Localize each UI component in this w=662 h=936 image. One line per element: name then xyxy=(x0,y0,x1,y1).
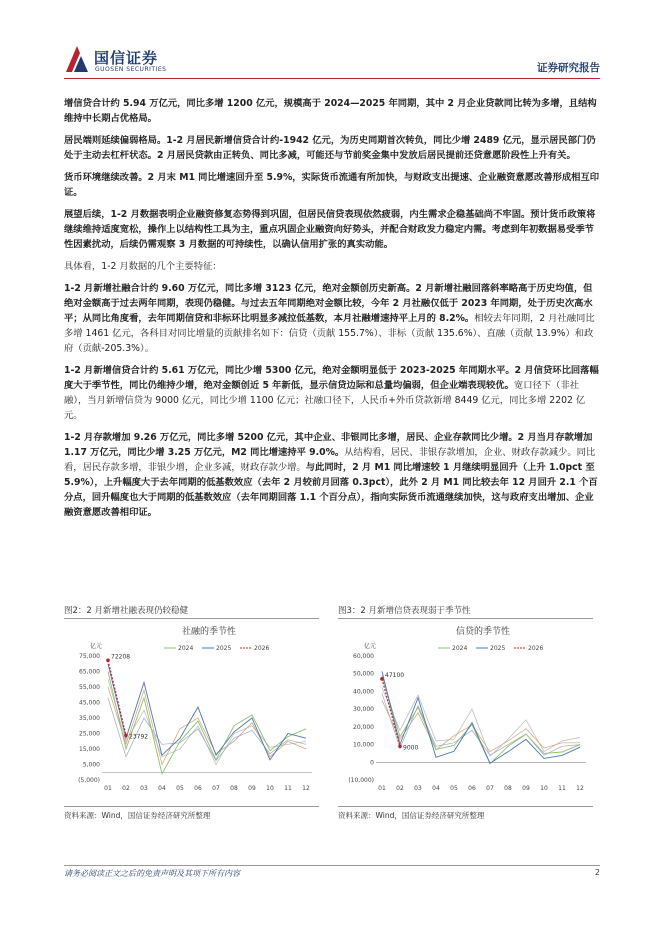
y-tick-label: 40,000 xyxy=(353,688,374,696)
y-tick-label: 30,000 xyxy=(353,706,374,714)
y-axis-unit: 亿元 xyxy=(90,643,103,650)
x-tick-label: 05 xyxy=(450,785,458,792)
figure-2-chart xyxy=(64,622,319,802)
x-tick-label: 02 xyxy=(396,785,404,792)
chart-title: 信贷的季节性 xyxy=(455,627,511,637)
x-tick-label: 03 xyxy=(414,785,422,792)
y-tick-label: (10,000) xyxy=(348,777,374,784)
paragraph-4: 展望后续，1-2 月数据表明企业融资修复态势得到巩固，但居民信贷表现依然疲弱，内生需求企稳基础尚不牢固。预计货币政策将继续维持适度宽松，操作上以结构性工具为主，重点巩固企业融资向好势头，并配合财政发力稳定内需。考虑到年初数据易受季节性因素扰动，后续仍需观察 3 月数据的可持续性，以确认信用扩张的真实动能。 xyxy=(64,209,596,250)
data-label: 23792 xyxy=(129,733,149,741)
x-tick-label: 10 xyxy=(540,785,548,792)
x-tick-label: 06 xyxy=(194,785,202,792)
paragraph-6-rest: 相较去年同期，2 月社融同比多增 1461 亿元，各科目对同比增量的贡献排名如下：信贷（贡献 155.7%）、非标（贡献 135.6%）、直融（贡献 13.9%）和政府（贡献-205.3%）。 xyxy=(64,313,595,354)
figure-3-source: 资料来源：Wind，国信证券经济研究所整理 xyxy=(338,811,485,820)
x-tick-label: 08 xyxy=(504,785,512,792)
x-tick-label: 04 xyxy=(158,785,166,792)
x-tick-label: 12 xyxy=(576,785,584,792)
header-divider xyxy=(64,78,600,79)
y-tick-label: 0 xyxy=(370,759,374,767)
x-tick-label: 01 xyxy=(104,785,112,792)
figure-2-source: 资料来源：Wind，国信证券经济研究所整理 xyxy=(64,811,211,820)
y-tick-label: 10,000 xyxy=(353,741,374,749)
figure-3-source-divider xyxy=(338,806,593,807)
x-tick-label: 03 xyxy=(140,785,148,792)
logo-text-cn: 国信证券 xyxy=(94,49,159,67)
data-label: 72208 xyxy=(111,653,131,661)
series-line-2026 xyxy=(382,679,400,746)
x-tick-label: 04 xyxy=(432,785,440,792)
x-tick-label: 08 xyxy=(230,785,238,792)
x-tick-label: 02 xyxy=(122,785,130,792)
x-tick-label: 10 xyxy=(266,785,274,792)
y-tick-label: 60,000 xyxy=(353,653,374,660)
x-tick-label: 05 xyxy=(176,785,184,792)
guosen-logo-icon xyxy=(64,44,90,74)
history-series-line xyxy=(108,687,306,765)
series-point-2026 xyxy=(124,734,128,738)
y-axis-unit: 亿元 xyxy=(364,643,377,650)
y-tick-label: 65,000 xyxy=(79,668,100,676)
x-tick-label: 01 xyxy=(378,785,386,792)
series-point-2026 xyxy=(106,659,110,663)
paragraph-6-bold: 1-2 月新增社融合计约 9.60 万亿元，同比多增 3123 亿元，绝对金额创历史新高。2 月新增社融回落斜率略高于历史均值，但绝对金额高于过去两年同期，表现仍稳健。与过去五年同期绝对金额比较，今年 2 月社融仅低于 2023 年同期，处于历史次高水平；从同比角度看，去年同期信贷和非标环比明显多减拉低基数，本月社融增速持平上月的 8.2%。 xyxy=(64,283,593,324)
paragraph-8-bold-1: 1-2 月存款增加 9.26 万亿元，同比多增 5200 亿元，其中企业、非银同比多增，居民、企业存款同比少增。2 月当月存款增加 1.17 万亿元，同比少增 3.25 万亿元，M2 同比增速持平 9.0%。 xyxy=(64,432,593,458)
series-line-2024 xyxy=(108,672,306,774)
figure-2-source-divider xyxy=(64,806,319,807)
figures xyxy=(64,604,600,824)
x-tick-label: 07 xyxy=(486,785,494,792)
series-point-2026 xyxy=(398,745,402,749)
x-tick-label: 11 xyxy=(284,785,292,792)
x-tick-label: 12 xyxy=(302,785,310,792)
report-type: 证券研究报告 xyxy=(537,62,600,74)
paragraph-1: 增信贷合计约 5.94 万亿元，同比多增 1200 亿元，规模高于 2024—2025 年同期，其中 2 月企业贷款同比转为多增，且结构维持中长期占优格局。 xyxy=(64,98,597,124)
y-tick-label: 5,000 xyxy=(82,761,100,769)
body-text xyxy=(64,96,600,527)
y-tick-label: 35,000 xyxy=(79,715,100,722)
paragraph-3: 货币环境继续改善。2 月末 M1 同比增速回升至 5.9%，实际货币流通有所加快，与财政支出提速、企业融资意愿改善形成相互印证。 xyxy=(64,172,600,198)
paragraph-8-bold-2: 与此同时，2 月 M1 同比增速较 1 月继续明显回升（上升 1.0pct 至 5.9%）， xyxy=(64,462,595,488)
paragraph-8-rest-1: 从结构看，居民、非银存款增加，企业、财政存款减少。同比看，居民存款多增，非银少增，企业多减，财政存款少增。 xyxy=(64,447,596,473)
chart-title: 社融的季节性 xyxy=(181,627,237,637)
paragraph-8-rest-2: 上升幅度大于去年同期的低基数效应（去年 2 月较前月回落 0.3pct），此外 2 月 M1 同比较去年 12 月回升 2.1 个百分点，回升幅度也大于同期的低基数效应（去年同期回落 1.1 个百分点），指向实际货币流通继续加快，这与政府支出增加、企业融资意愿改善相印证。 xyxy=(64,477,598,518)
figure-2-caption: 图2：2 月新增社融表现仍较稳健 xyxy=(64,604,319,619)
legend-label-2026: 2026 xyxy=(254,645,270,652)
paragraph-7-bold: 1-2 月新增信贷合计约 5.61 万亿元，同比少增 5300 亿元，绝对金额明显低于 2023-2025 年同期水平。2 月信贷环比回落幅度大于季节性，同比仍维持少增，绝对金额创近 5 年新低，显示信贷边际和总量均偏弱，但企业端表现较优。 xyxy=(64,365,599,391)
y-tick-label: 75,000 xyxy=(79,653,100,660)
paragraph-6 xyxy=(64,281,600,356)
page-number: 2 xyxy=(594,868,600,877)
figure-2 xyxy=(64,604,319,820)
paragraph-7-rest: 宽口径下（非社融），当月新增信贷为 9000 亿元，同比少增 1100 亿元；社融口径下，人民币+外币贷款新增 8449 亿元，同比多增 2202 亿元。 xyxy=(64,380,586,421)
y-tick-label: 15,000 xyxy=(79,746,100,753)
legend-label-2025: 2025 xyxy=(216,645,232,652)
paragraph-5: 具体看，1-2 月数据的几个主要特征： xyxy=(64,261,222,272)
disclaimer-text: 请务必阅读正文之后的免责声明及其项下所有内容 xyxy=(64,869,240,878)
logo-text-en: GUOSEN SECURITIES xyxy=(95,66,167,73)
series-line-2026 xyxy=(108,660,126,735)
legend-label-2025: 2025 xyxy=(490,645,506,652)
y-tick-label: 55,000 xyxy=(79,684,100,691)
figure-3-caption: 图3：2 月新增信贷表现弱于季节性 xyxy=(338,604,593,619)
y-tick-label: (5,000) xyxy=(78,777,100,784)
figure-3 xyxy=(338,604,593,820)
paragraph-7 xyxy=(64,363,600,423)
x-tick-label: 09 xyxy=(522,785,530,792)
footer-divider xyxy=(64,865,600,866)
series-point-2026 xyxy=(380,677,384,681)
paragraph-2: 居民端则延续偏弱格局。1-2 月居民新增信贷合计约-1942 亿元，为历史同期首次转负，同比少增 2489 亿元，显示居民部门仍处于主动去杠杆状态。2 月居民贷款由正转负、同比多减，可能还与节前奖金集中发放后居民提前还贷意愿阶段性上升有关。 xyxy=(64,135,596,161)
data-label: 47100 xyxy=(385,671,405,679)
logo xyxy=(64,44,204,78)
x-tick-label: 07 xyxy=(212,785,220,792)
x-tick-label: 06 xyxy=(468,785,476,792)
legend-label-2024: 2024 xyxy=(452,645,468,652)
data-label: 9000 xyxy=(403,744,419,752)
x-tick-label: 09 xyxy=(248,785,256,792)
figure-3-chart xyxy=(338,622,593,802)
legend-label-2026: 2026 xyxy=(528,645,544,652)
paragraph-8 xyxy=(64,430,600,520)
legend-label-2024: 2024 xyxy=(178,645,194,652)
y-tick-label: 45,000 xyxy=(79,699,100,707)
y-tick-label: 25,000 xyxy=(79,730,100,738)
y-tick-label: 20,000 xyxy=(353,723,374,731)
x-tick-label: 11 xyxy=(558,785,566,792)
y-tick-label: 50,000 xyxy=(353,670,374,678)
